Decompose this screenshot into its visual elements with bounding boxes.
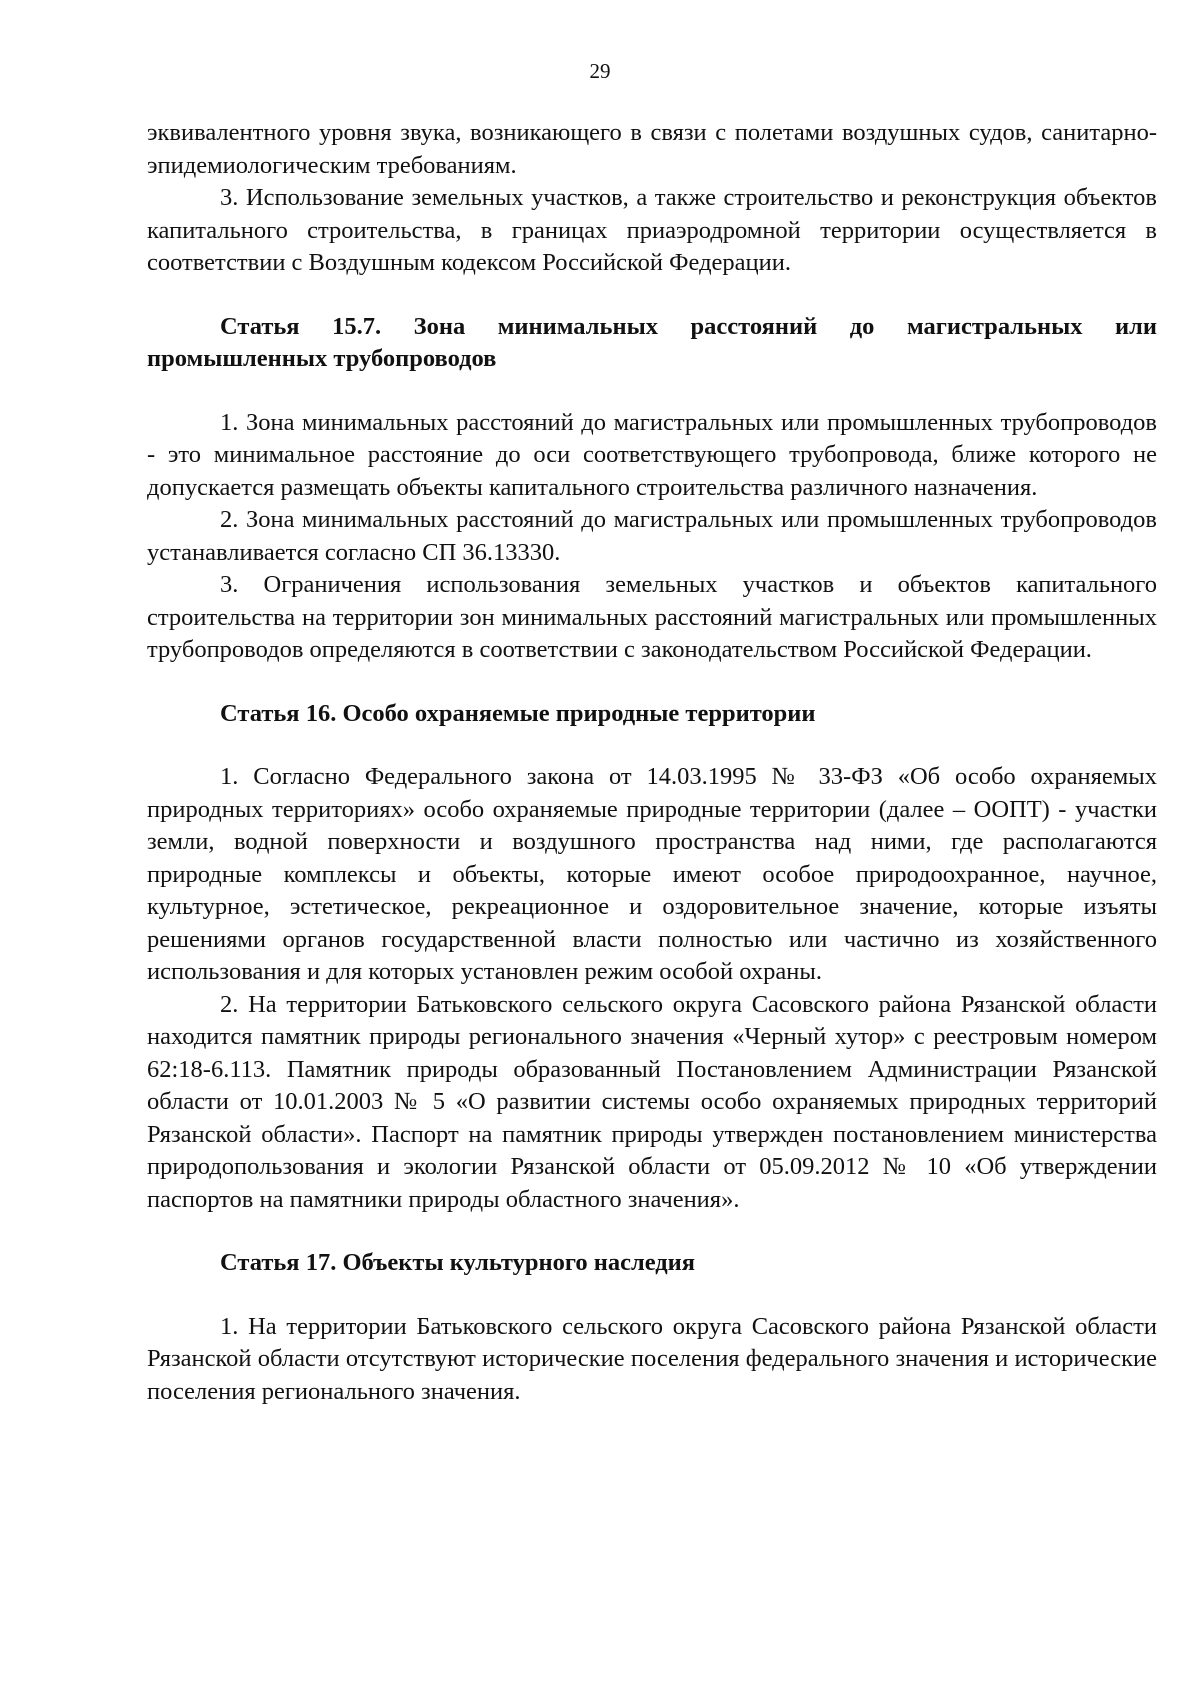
paragraph-17-1: 1. На территории Батьковского сельского округа Сасовского района Рязанской области Рязанской области отсутствуют исторические поселения федерального значения и исторические поселения регионального значения. <box>147 1312 1157 1405</box>
section-heading-16: Статья 16. Особо охраняемые природные территории <box>220 699 816 727</box>
paragraph-airfield-land-use: 3. Использование земельных участков, а также строительство и реконструкция объектов капитального строительства, в границах приаэродромной территории осуществляется в соответствии с Воздушным кодексом Российской Федерации. <box>147 184 1157 276</box>
section-heading-15-7: Статья 15.7. Зона минимальных расстояний до магистральных или промышленных трубопроводов <box>147 312 1157 372</box>
page-number: 29 <box>589 59 611 83</box>
paragraph-16-1: 1. Согласно Федерального закона от 14.03.1995 № 33-ФЗ «Об особо охраняемых природных территориях» особо охраняемые природные территории (далее – ООПТ) - участки земли, водной поверхности и воздушного пространства над ними, где располагаются природные комплексы и объекты, которые имеют особое природоохранное, научное, культурное, эстетическое, рекреационное и оздоровительное значение, которые изъяты решениями органов государственной власти полностью или частично из хозяйственного использования и для которых установлен режим особой охраны. <box>147 763 1157 985</box>
paragraph-16-2: 2. На территории Батьковского сельского округа Сасовского района Рязанской области находится памятник природы регионального значения «Черный хутор» с реестровым номером 62:18-6.113. Памятник природы образованный Постановлением Администрации Рязанской области от 10.01.2003 № 5 «О развитии системы особо охраняемых природных территорий Рязанской области». Паспорт на памятник природы утвержден постановлением министерства природопользования и экологии Рязанской области от 05.09.2012 № 10 «Об утверждении паспортов на памятники природы областного значения». <box>147 990 1157 1213</box>
paragraph-continuation: эквивалентного уровня звука, возникающего в связи с полетами воздушных судов, санитарно-эпидемиологическим требованиям. <box>147 119 1157 179</box>
paragraph-15-7-2: 2. Зона минимальных расстояний до магистральных или промышленных трубопроводов устанавливается согласно СП 36.13330. <box>147 506 1157 566</box>
paragraph-15-7-1: 1. Зона минимальных расстояний до магистральных или промышленных трубопроводов - это минимальное расстояние до оси соответствующего трубопровода, ближе которого не допускается размещать объекты капитального строительства различного назначения. <box>147 408 1157 501</box>
section-heading-17: Статья 17. Объекты культурного наследия <box>220 1249 696 1276</box>
document-body <box>147 117 1157 1408</box>
paragraph-15-7-3: 3. Ограничения использования земельных участков и объектов капитального строительства на территории зон минимальных расстояний магистральных или промышленных трубопроводов определяются в соответствии с законодательством Российской Федерации. <box>147 571 1157 663</box>
